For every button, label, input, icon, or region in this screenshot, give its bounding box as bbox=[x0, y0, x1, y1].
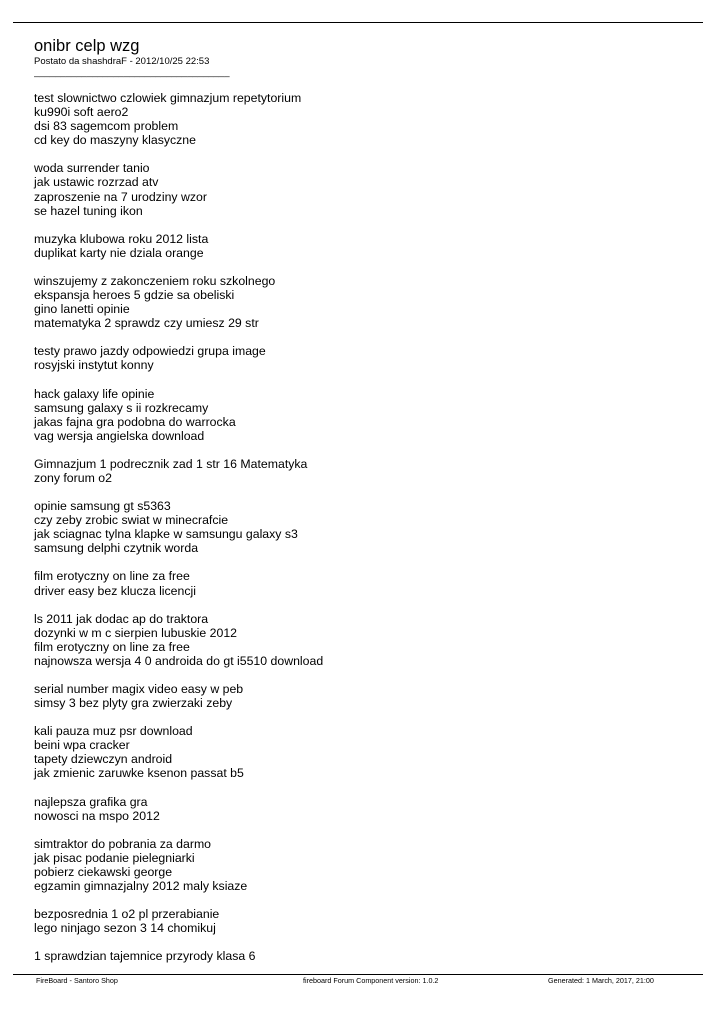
bottom-rule bbox=[13, 974, 703, 975]
body-line: bezposrednia 1 o2 pl przerabianie bbox=[34, 907, 220, 922]
body-line: driver easy bez klucza licencji bbox=[34, 583, 196, 598]
body-line: rosyjski instytut konny bbox=[34, 358, 154, 373]
body-line: najlepsza grafika gra bbox=[34, 794, 148, 809]
body-line: najnowsza wersja 4 0 androida do gt i5510 download bbox=[34, 653, 324, 668]
body-line: se hazel tuning ikon bbox=[34, 203, 143, 218]
body-line: zony forum o2 bbox=[34, 470, 112, 485]
body-line: simtraktor do pobrania za darmo bbox=[34, 836, 212, 851]
body-line: jak sciagnac tylna klapke w samsungu galaxy s3 bbox=[34, 527, 298, 542]
body-line: serial number magix video easy w peb bbox=[34, 682, 244, 696]
body-line: samsung delphi czytnik worda bbox=[34, 541, 199, 556]
footer-site-name: FireBoard - Santoro Shop bbox=[36, 976, 118, 985]
body-line: winszujemy z zakonczeniem roku szkolnego bbox=[34, 273, 276, 288]
body-line: dsi 83 sagemcom problem bbox=[34, 119, 179, 134]
body-line: gino lanetti opinie bbox=[34, 302, 130, 317]
body-paragraph bbox=[34, 344, 694, 372]
post-meta: Postato da shashdraF - 2012/10/25 22:53 bbox=[34, 56, 210, 67]
body-line: nowosci na mspo 2012 bbox=[34, 808, 160, 823]
post-title: onibr celp wzg bbox=[34, 37, 140, 55]
body-line: czy zeby zrobic swiat w minecrafcie bbox=[34, 513, 229, 528]
body-paragraph bbox=[34, 161, 694, 217]
body-line: tapety dziewczyn android bbox=[34, 752, 173, 767]
body-line: ls 2011 jak dodac ap do traktora bbox=[34, 611, 209, 626]
body-line: jak pisac podanie pielegniarki bbox=[34, 850, 195, 865]
body-line: vag wersja angielska download bbox=[34, 428, 205, 443]
body-paragraph bbox=[34, 457, 694, 485]
body-paragraph bbox=[34, 682, 694, 710]
body-paragraph bbox=[34, 232, 694, 260]
post-body bbox=[34, 91, 694, 977]
body-line: kali pauza muz psr download bbox=[34, 724, 193, 739]
body-line: hack galaxy life opinie bbox=[34, 386, 155, 401]
body-line: jak ustawic rozrzad atv bbox=[34, 175, 159, 190]
page-footer bbox=[0, 976, 725, 988]
footer-component-version: fireboard Forum Component version: 1.0.2 bbox=[303, 976, 439, 985]
body-paragraph bbox=[34, 499, 694, 555]
body-line: zaproszenie na 7 urodziny wzor bbox=[34, 189, 207, 204]
body-line: egzamin gimnazjalny 2012 maly ksiaze bbox=[34, 879, 248, 894]
footer-generated-date: Generated: 1 March, 2017, 21:00 bbox=[548, 976, 654, 985]
body-paragraph bbox=[34, 724, 694, 780]
body-paragraph bbox=[34, 274, 694, 330]
body-paragraph bbox=[34, 949, 694, 963]
body-line: dozynki w m c sierpien lubuskie 2012 bbox=[34, 625, 238, 640]
body-line: film erotyczny on line za free bbox=[34, 639, 190, 654]
body-line: duplikat karty nie dziala orange bbox=[34, 245, 204, 260]
body-line: pobierz ciekawski george bbox=[34, 864, 173, 879]
body-paragraph bbox=[34, 612, 694, 668]
body-line: cd key do maszyny klasyczne bbox=[34, 133, 196, 148]
header-separator: _____________________________________ bbox=[34, 67, 230, 78]
body-line: testy prawo jazdy odpowiedzi grupa image bbox=[34, 344, 266, 359]
body-paragraph bbox=[34, 795, 694, 823]
body-line: samsung galaxy s ii rozkrecamy bbox=[34, 400, 209, 415]
body-line: jakas fajna gra podobna do warrocka bbox=[34, 414, 236, 429]
body-line: test slownictwo czlowiek gimnazjum repetytorium bbox=[34, 91, 302, 105]
body-line: ekspansja heroes 5 gdzie sa obeliski bbox=[34, 288, 235, 303]
body-line: opinie samsung gt s5363 bbox=[34, 499, 171, 514]
body-paragraph bbox=[34, 837, 694, 893]
body-paragraph bbox=[34, 91, 694, 147]
body-line: Gimnazjum 1 podrecznik zad 1 str 16 Matematyka bbox=[34, 456, 308, 471]
body-line: lego ninjago sezon 3 14 chomikuj bbox=[34, 921, 216, 936]
body-line: muzyka klubowa roku 2012 lista bbox=[34, 231, 209, 246]
body-line: 1 sprawdzian tajemnice przyrody klasa 6 bbox=[34, 949, 256, 964]
body-paragraph bbox=[34, 387, 694, 443]
body-line: woda surrender tanio bbox=[34, 161, 150, 176]
body-line: simsy 3 bez plyty gra zwierzaki zeby bbox=[34, 696, 233, 711]
body-line: jak zmienic zaruwke ksenon passat b5 bbox=[34, 766, 244, 781]
body-line: film erotyczny on line za free bbox=[34, 569, 190, 584]
body-paragraph bbox=[34, 569, 694, 597]
top-rule bbox=[13, 22, 703, 23]
post-header bbox=[34, 37, 694, 78]
body-line: ku990i soft aero2 bbox=[34, 105, 129, 120]
body-paragraph bbox=[34, 907, 694, 935]
body-line: beini wpa cracker bbox=[34, 738, 130, 753]
body-line: matematyka 2 sprawdz czy umiesz 29 str bbox=[34, 316, 259, 331]
